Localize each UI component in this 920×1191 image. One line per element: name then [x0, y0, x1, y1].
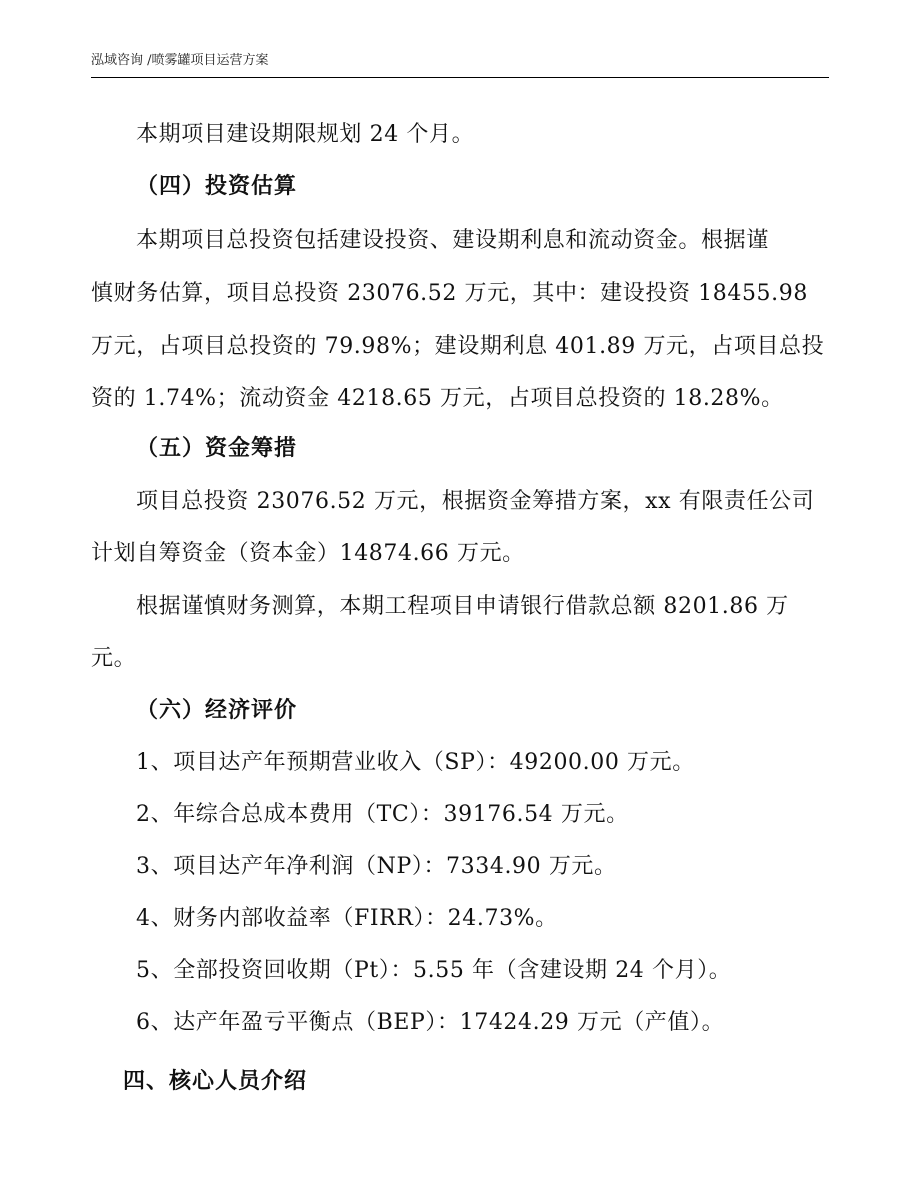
list-item-firr: 4、财务内部收益率（FIRR）：24.73%。: [136, 906, 558, 931]
paragraph-investment-line-1: 本期项目总投资包括建设投资、建设期利息和流动资金。根据谨: [136, 228, 769, 253]
paragraph-construction-period: 本期项目建设期限规划 24 个月。: [136, 122, 475, 147]
paragraph-bank-loan-line-1: 根据谨慎财务测算，本期工程项目申请银行借款总额 8201.86 万: [136, 594, 789, 619]
list-item-net-profit: 3、项目达产年净利润（NP）：7334.90 万元。: [136, 854, 617, 879]
list-item-total-cost: 2、年综合总成本费用（TC）：39176.54 万元。: [136, 802, 629, 827]
paragraph-investment-line-3: 万元，占项目总投资的 79.98%；建设期利息 401.89 万元，占项目总投: [91, 334, 825, 359]
paragraph-bank-loan-line-2: 元。: [91, 646, 137, 671]
paragraph-investment-line-2: 慎财务估算，项目总投资 23076.52 万元，其中：建设投资 18455.98: [91, 281, 808, 306]
paragraph-investment-line-4: 资的 1.74%；流动资金 4218.65 万元，占项目总投资的 18.28%。: [91, 386, 784, 411]
list-item-revenue: 1、项目达产年预期营业收入（SP）：49200.00 万元。: [136, 750, 695, 775]
chapter-heading-core-personnel: 四、核心人员介绍: [123, 1069, 308, 1094]
list-item-break-even-point: 6、达产年盈亏平衡点（BEP）：17424.29 万元（产值）。: [136, 1010, 725, 1035]
paragraph-fund-raising-line-1: 项目总投资 23076.52 万元，根据资金筹措方案，xx 有限责任公司: [136, 489, 815, 514]
list-item-payback-period: 5、全部投资回收期（Pt）：5.55 年（含建设期 24 个月）。: [136, 958, 732, 983]
section-heading-fund-raising: （五）资金筹措: [136, 436, 298, 461]
page-header: [91, 51, 829, 78]
paragraph-fund-raising-line-2: 计划自筹资金（资本金）14874.66 万元。: [91, 541, 525, 566]
section-heading-economic-evaluation: （六）经济评价: [136, 698, 298, 723]
section-heading-investment-estimate: （四）投资估算: [136, 174, 298, 199]
header-text: 泓域咨询 /喷雾罐项目运营方案: [91, 53, 269, 68]
